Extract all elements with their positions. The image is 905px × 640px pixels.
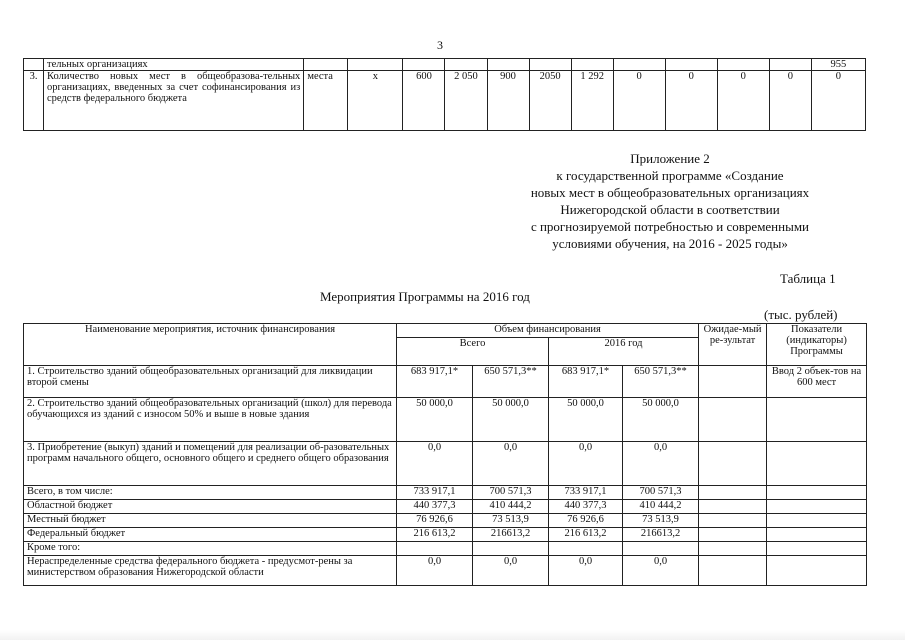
page-number: 3 (437, 38, 443, 52)
base-cell: х (348, 71, 403, 131)
cell-value: 733 917,1 (549, 486, 623, 500)
cell-value: 440 377,3 (549, 500, 623, 514)
indicator-cell (767, 442, 867, 486)
scan-edge (0, 630, 905, 640)
indicator-cell (767, 528, 867, 542)
cell-value: 216613,2 (623, 528, 699, 542)
cell-value: 440 377,3 (397, 500, 473, 514)
cell-value: 76 926,6 (549, 514, 623, 528)
row-name: Кроме того: (24, 542, 397, 556)
cell-value: 0 (717, 71, 769, 131)
cell-value: 683 917,1* (549, 366, 623, 398)
indicator-cell (767, 556, 867, 586)
table-label: Таблица 1 (780, 271, 836, 286)
cell-value (473, 542, 549, 556)
cell-value: 0,0 (473, 556, 549, 586)
table-row (24, 442, 867, 486)
cell-value: 2 050 (445, 71, 487, 131)
indicator-cell (767, 542, 867, 556)
cell-value: 50 000,0 (397, 398, 473, 442)
appendix-line: Нижегородской области в соответствии (560, 202, 780, 217)
cell-value: 73 513,9 (473, 514, 549, 528)
cell-value: 0 (811, 71, 865, 131)
cell-value: 900 (487, 71, 529, 131)
table-row (24, 500, 867, 514)
expected-cell (699, 528, 767, 542)
row-name: 3. Приобретение (выкуп) зданий и помещений для реализации об-разовательных программ начального общего, основного общего и среднего общего образования (24, 442, 397, 486)
row-name: Количество новых мест в общеобразова-тельных организациях, введенных за счет софинансирования из средств федерального бюджета (44, 71, 304, 131)
appendix-line: условиями обучения, на 2016 - 2025 годы» (552, 236, 788, 251)
cell-value: 650 571,3** (473, 366, 549, 398)
cell-value: 600 (403, 71, 445, 131)
cell-value: 700 571,3 (473, 486, 549, 500)
cell-value: 50 000,0 (473, 398, 549, 442)
cell-value: 0,0 (623, 556, 699, 586)
row-name: 1. Строительство зданий общеобразовательных организаций для ликвидации второй смены (24, 366, 397, 398)
cell-value: 410 444,2 (473, 500, 549, 514)
expected-cell (699, 398, 767, 442)
appendix-header (480, 150, 860, 252)
expected-cell (699, 500, 767, 514)
program-activities-table (23, 323, 867, 586)
table-row (24, 398, 867, 442)
expected-cell (699, 542, 767, 556)
indicator-cell (767, 500, 867, 514)
table-title: Мероприятия Программы на 2016 год (320, 289, 530, 304)
indicators-table-continuation (23, 58, 866, 131)
cell-value: 50 000,0 (623, 398, 699, 442)
row-name: тельных организациях (44, 59, 304, 71)
table-row (24, 556, 867, 586)
appendix-line: новых мест в общеобразовательных организациях (530, 185, 810, 200)
cell-value: 216 613,2 (397, 528, 473, 542)
cell-value: 0,0 (397, 556, 473, 586)
cell-value: 73 513,9 (623, 514, 699, 528)
appendix-line: Приложение 2 (630, 151, 710, 166)
row-name: 2. Строительство зданий общеобразовательных организаций (школ) для перевода обучающихся из зданий с износом 50% и выше в новые здания (24, 398, 397, 442)
cell-value: 650 571,3** (623, 366, 699, 398)
cell-value: 700 571,3 (623, 486, 699, 500)
indicator-cell (767, 486, 867, 500)
row-name: Нераспределенные средства федерального бюджета - предусмот-рены за министерством образования Нижегородской области (24, 556, 397, 586)
table-row (24, 59, 866, 71)
indicator-cell: Ввод 2 объек-тов на 600 мест (767, 366, 867, 398)
cell-value: 2050 (529, 71, 571, 131)
header-funding: Объем финансирования (397, 324, 699, 338)
cell-value: 0,0 (623, 442, 699, 486)
table-row (24, 542, 867, 556)
header-year: 2016 год (549, 338, 699, 366)
header-expected: Ожидае-мый ре-зультат (699, 324, 767, 366)
expected-cell (699, 514, 767, 528)
cell-value: 0 (769, 71, 811, 131)
cell-value: 0,0 (473, 442, 549, 486)
unit-cell: места (304, 71, 348, 131)
header-indicators: Показатели (индикаторы) Программы (767, 324, 867, 366)
cell-value: 216 613,2 (549, 528, 623, 542)
appendix-line: к государственной программе «Создание (556, 168, 784, 183)
expected-cell (699, 556, 767, 586)
row-number: 3. (24, 71, 44, 131)
cell-value: 0,0 (397, 442, 473, 486)
row-name: Всего, в том числе: (24, 486, 397, 500)
cell-value: 50 000,0 (549, 398, 623, 442)
header-name: Наименование мероприятия, источник финансирования (24, 324, 397, 366)
cell-value: 0 (665, 71, 717, 131)
cell-value: 0,0 (549, 556, 623, 586)
cell-value: 0,0 (549, 442, 623, 486)
appendix-line: с прогнозируемой потребностью и современными (530, 219, 810, 234)
table-row (24, 486, 867, 500)
header-total: Всего (397, 338, 549, 366)
cell-value: 76 926,6 (397, 514, 473, 528)
row-name: Областной бюджет (24, 500, 397, 514)
cell-value: 0 (613, 71, 665, 131)
table-row (24, 366, 867, 398)
table-row (24, 528, 867, 542)
units-label: (тыс. рублей) (764, 307, 838, 322)
cell-value (397, 542, 473, 556)
expected-cell (699, 486, 767, 500)
cell-value: 733 917,1 (397, 486, 473, 500)
cell-value: 216613,2 (473, 528, 549, 542)
cell-value: 955 (811, 59, 865, 71)
row-name: Местный бюджет (24, 514, 397, 528)
cell-value: 410 444,2 (623, 500, 699, 514)
cell-value (549, 542, 623, 556)
cell-value: 683 917,1* (397, 366, 473, 398)
cell-value (623, 542, 699, 556)
expected-cell (699, 366, 767, 398)
header-row (24, 324, 867, 338)
table-row (24, 71, 866, 131)
row-name: Федеральный бюджет (24, 528, 397, 542)
cell-value: 1 292 (571, 71, 613, 131)
indicator-cell (767, 398, 867, 442)
indicator-cell (767, 514, 867, 528)
expected-cell (699, 442, 767, 486)
table-row (24, 514, 867, 528)
